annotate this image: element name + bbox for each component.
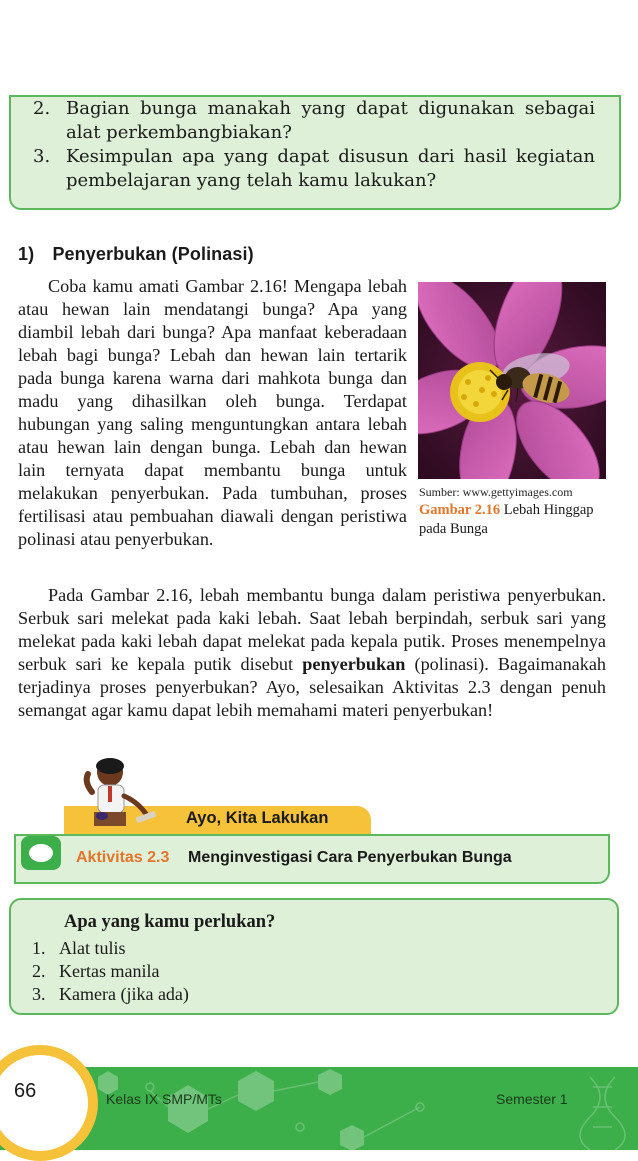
activity-banner-label: Ayo, Kita Lakukan	[186, 809, 329, 827]
paragraph-pollination-text-1: Pada Gambar 2.16, lebah membantu bunga dalam peristiwa penyerbukan. Serbuk sari melekat pada kaki lebah. Saat lebah berpindah, serbuk sari yang melekat pada kaki lebah dapat melekat pada kepala putik. Proses menempelnya serbuk sari ke kepala putik disebut	[18, 585, 606, 674]
paragraph-intro-text: Coba kamu amati Gambar 2.16! Mengapa lebah atau hewan lain mendatangi bunga? Apa yang diambil lebah dari bunga? Apa manfaat keberadaan lebah bagi bunga? Lebah dan hewan lain tertarik pada bunga karena warna dari mahkota bunga dan madu yang dihasilkan oleh bunga. Terdapat hubungan yang saling menguntungkan antara lebah atau hewan lain dengan bunga. Lebah dan hewan lain ternyata dapat membantu bunga untuk melakukan penyerbukan. Pada tumbuhan, proses fertilisasi atau pembuahan diawali dengan peristiwa polinasi atau penyerbukan.	[18, 276, 407, 549]
materials-item-number: 1.	[32, 938, 46, 958]
paragraph-pollination	[18, 584, 606, 722]
question-text: Kesimpulan apa yang dapat disusun dari hasil kegiatan pembelajaran yang telah kamu lakukan?	[66, 146, 595, 191]
page-number: 66	[14, 1080, 37, 1102]
student-mascot	[80, 752, 160, 834]
materials-item	[32, 937, 126, 959]
activity-number: Aktivitas 2.3	[76, 849, 170, 866]
materials-item-text: Kertas manila	[59, 961, 160, 981]
section-number: 1)	[18, 244, 35, 264]
materials-item-text: Alat tulis	[59, 938, 126, 958]
materials-item	[32, 983, 189, 1005]
materials-item-number: 2.	[32, 961, 46, 981]
question-text: Bagian bunga manakah yang dapat digunakan sebagai alat perkembangbiakan?	[66, 98, 595, 143]
materials-item	[32, 960, 159, 982]
materials-item-number: 3.	[32, 984, 46, 1004]
figure-source: Sumber: www.gettyimages.com	[419, 485, 573, 499]
question-number: 2.	[33, 98, 51, 119]
questions-box	[9, 95, 621, 210]
question-item	[33, 145, 595, 193]
materials-title: Apa yang kamu perlukan?	[64, 912, 276, 932]
materials-item-text: Kamera (jika ada)	[59, 984, 189, 1004]
section-title: Penyerbukan (Polinasi)	[52, 244, 254, 264]
student-mascot-illustration	[80, 752, 160, 834]
term-penyerbukan: penyerbukan	[302, 654, 406, 674]
footer-semester-label: Semester 1	[496, 1091, 568, 1107]
activity-title: Menginvestigasi Cara Penyerbukan Bunga	[188, 849, 512, 866]
figure-caption	[419, 501, 609, 539]
bee-flower-illustration	[418, 282, 606, 479]
questions-list	[33, 97, 595, 193]
bee-on-flower-photo	[418, 282, 606, 479]
activity-marker-icon	[21, 836, 61, 870]
figure-caption-text: Lebah Hinggap pada Bunga	[419, 502, 594, 537]
section-heading	[18, 244, 254, 265]
paragraph-intro	[18, 275, 407, 551]
paragraph-pollination-text-2: (polinasi). Bagaimanakah terjadinya proses penyerbukan? Ayo, selesaikan Aktivitas 2.3 dengan penuh semangat agar kamu dapat lebih memahami materi penyerbukan!	[18, 654, 606, 720]
footer-class-label: Kelas IX SMP/MTs	[106, 1091, 222, 1107]
figure-label: Gambar 2.16	[419, 502, 501, 518]
question-item	[33, 97, 595, 145]
question-number: 3.	[33, 146, 51, 167]
